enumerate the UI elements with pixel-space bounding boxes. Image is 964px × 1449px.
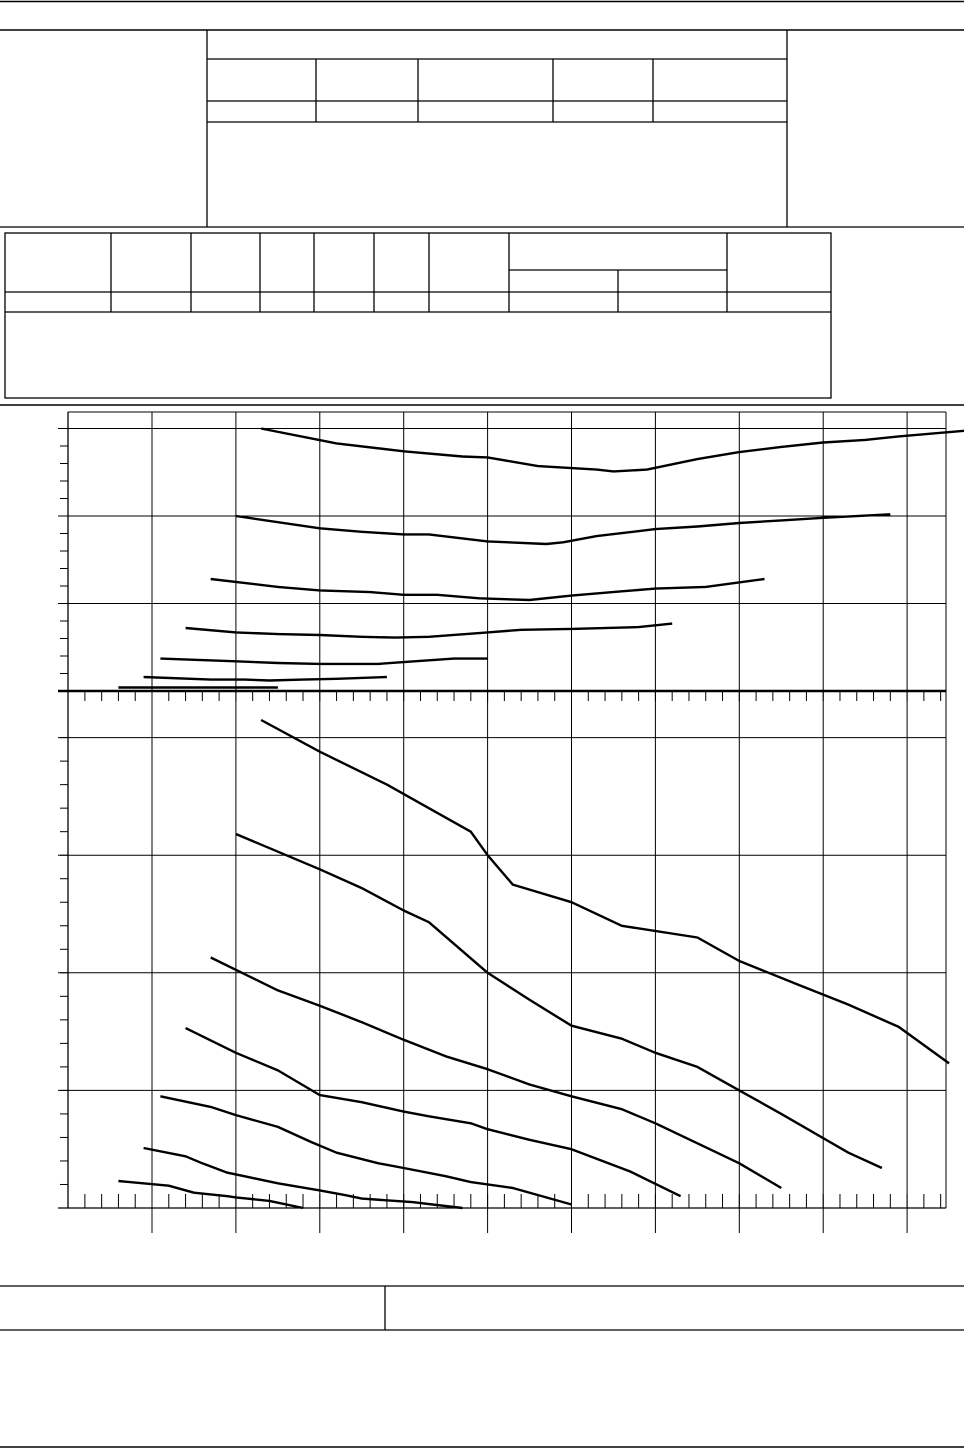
lower-curve-5	[160, 1096, 571, 1204]
upper-curve-4	[186, 624, 673, 638]
lower-curve-3	[211, 958, 782, 1189]
lower-curve-2	[236, 834, 882, 1168]
header-table-upper	[0, 30, 964, 227]
chart-axes	[58, 412, 946, 1208]
lower-curve-1	[261, 720, 949, 1063]
lower-chart-plot	[118, 720, 949, 1208]
lower-curve-7	[118, 1181, 303, 1208]
header-table-lower	[5, 233, 831, 398]
upper-curve-5	[160, 659, 487, 664]
upper-curve-1	[261, 429, 964, 472]
upper-curve-6	[144, 677, 387, 681]
lower-table-frame	[5, 233, 831, 398]
page-frame	[0, 2, 964, 1448]
upper-chart-plot	[118, 429, 964, 688]
footer-table	[0, 1286, 964, 1330]
upper-curve-2	[236, 514, 890, 544]
chart-grid	[58, 412, 964, 1233]
lower-curve-4	[186, 1028, 681, 1196]
